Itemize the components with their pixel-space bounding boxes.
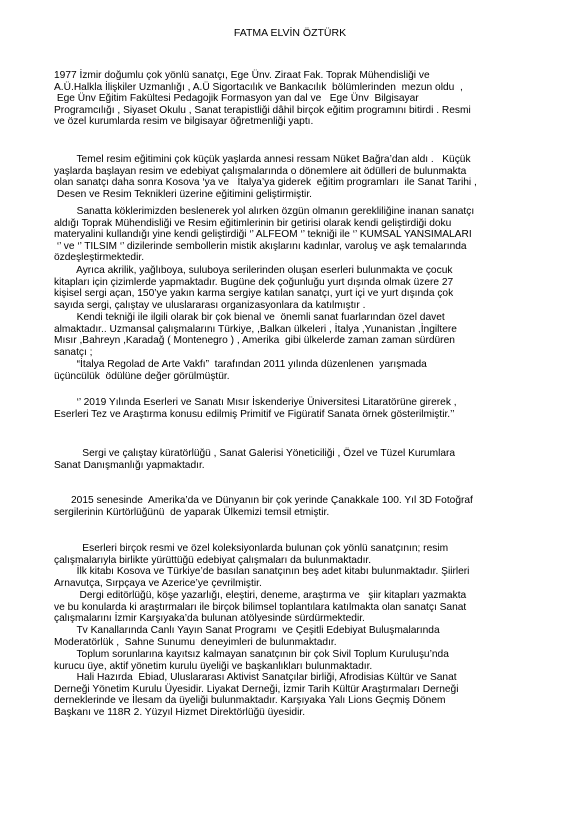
text-line: ve bu konularda ki araştırmaları ile birçok bilimsel toplantılara katılmakta olan sanatçı Sanat [54,601,467,613]
text-line: sanatçı ; [54,346,93,358]
text-line: olan sanatçı daha sonra Kosova ‘ya ve İtalya’ya giderek eğitim programları ile Sanat Tarihi , [54,177,477,189]
text-line: Başkanı ve 118R 2. Yüzyıl Hizmet Direktörlüğü üyesidir. [54,706,306,718]
text-line: Desen ve Resim Teknikleri üzerine eğitimini geliştirmiştir. [54,188,312,200]
paragraph-exhibitions [54,265,534,311]
text-line: almaktadır.. Uzmansal çalışmalarını Türkiye, ,Balkan ülkeleri , İtalya ,Yunanistan ,İngiltere [54,323,457,335]
text-line: Tv Kanallarında Canlı Yayın Sanat Programı ve Çeşitli Edebiyat Buluşmalarında [54,625,440,636]
text-line: İlk kitabı Kosova ve Türkiye’de basılan sanatçının beş adet kitabı bulunmaktadır. Şiirleri [54,566,470,577]
paragraph-canakkale [54,495,534,518]
paragraph-education [54,154,534,200]
text-line: sergilerinin Kürtörlüğünü de yaparak Ülkemizi temsil etmiştir. [54,506,330,518]
text-line: Mısır ,Bahreyn ,Karadağ ( Montenegro ) , Amerika gibi ülkelerde zaman zaman sürdüren [54,335,455,347]
text-line: çalışmalarını İzmir Karşıyaka’da bulunan atölyesinde sürdürmektedir. [54,613,365,625]
text-line: ‘’ 2019 Yılında Eserleri ve Sanatı Mısır İskenderiye Üniversitesi Litaratörüne girerek , [54,397,457,408]
paragraph-technique [54,206,534,264]
text-line: Kendi tekniği ile ilgili olarak bir çok bienal ve önemli sanat fuarlarından özel davet [54,312,445,323]
text-line: yaşlarda başlayan resim ve edebiyat çalışmalarında o dönemlere ait ödülleri de bulunmakta [54,165,467,177]
text-line: Hali Hazırda Ebiad, Uluslararası Aktivist Sanatçılar birliği, Afrodisias Kültür ve Sanat [54,672,457,683]
text-line: kurucu üye, aktif yönetim kurulu üyeliği ve başkanlıkları bulunmaktadır. [54,660,373,672]
text-line: Sergi ve çalıştay küratörlüğü , Sanat Galerisi Yöneticiliği , Özel ve Tüzel Kurumlara [54,448,456,459]
paragraph-journalism [54,590,534,625]
paragraph-curation [54,448,534,471]
text-line: ve özel kurumlarda resim ve bilgisayar öğretmenliği yaptı. [54,116,314,128]
text-line: derneklerinde ve İlesam da üyeliği bulunmaktadır. Karşıyaka Yalı Lions Geçmiş Dönem [54,695,446,707]
text-line: kişisel sergi açan, 150’ye yakın karma sergiye katılan sanatçı, yurt içi ve yurt dışında çok [54,288,454,300]
text-line: Eserleri Tez ve Araştırma konusu edilmiş Primitif ve Figüratif Sanata örnek gösterilmiştir.’’ [54,408,455,420]
text-line: üçüncülük ödülüne değer görülmüştür. [54,370,230,382]
paragraph-books [54,566,534,589]
text-line: “İtalya Regolad de Arte Vakfı” tarafından 2011 yılında düzenlenen yarışmada [54,359,427,370]
text-line: ‘’ ve ‘’ TILSIM ‘’ dizilerinde sembollerin mistik akışlarını kadınlar, varoluş ve aşk temalarında [54,240,467,252]
paragraph-bio-intro [54,70,534,128]
paragraph-memberships [54,672,534,718]
paragraph-tv [54,625,534,648]
text-line: Programcılığı , Siyaset Okulu , Sanat terapistliği dâhil birçok eğitim programını bitirdi . Resmi [54,104,471,116]
text-line: Temel resim eğitimini çok küçük yaşlarda annesi ressam Nüket Bağra’dan aldı . Küçük [54,154,471,165]
text-line: Dergi editörlüğü, köşe yazarlığı, eleştiri, deneme, araştırma ve şiir kitapları yazmakta [54,590,467,601]
text-line: özdeşleştirmektedir. [54,252,145,264]
text-line: Ayrıca akrilik, yağlıboya, suluboya serilerinden oluşan eserleri bulunmakta ve çocuk [54,265,453,276]
text-line: Derneği Yönetim Kurulu Üyesidir. Liyakat Derneği, İzmir Tarih Kültür Araştırmaları Derneği [54,683,459,695]
text-line: Toplum sorunlarına kayıtsız kalmayan sanatçının bir çok Sivil Toplum Kuruluşu’nda [54,649,449,660]
text-line: kitapları için çizimlerde yapmaktadır. Bugüne dek çoğunluğu yurt dışında olmak üzere 27 [54,276,454,288]
paragraph-collections [54,543,534,566]
text-line: Arnavutça, Sırpçaya ve Azerice’ye çevrilmiştir. [54,577,262,589]
paragraph-award [54,359,534,382]
text-line: 2015 senesinde Amerika’da ve Dünyanın bir çok yerinde Çanakkale 100. Yıl 3D Fotoğraf [54,495,473,506]
text-line: Moderatörlük , Sahne Sunumu deneyimleri de bulunmaktadır. [54,636,337,648]
paragraph-invitations [54,312,534,358]
text-line: Sanatta köklerimizden beslenerek yol alırken özgün olmanın gerekliliğine inanan sanatçı [54,206,475,217]
text-line: çalışmalarıyla birlikte yürüttüğü edebiyat çalışmaları da bulunmaktadır. [54,554,372,566]
text-line: 1977 İzmir doğumlu çok yönlü sanatçı, Ege Ünv. Ziraat Fak. Toprak Mühendisliği ve [54,70,430,81]
text-line: materyalini kullandığı yine kendi geliştirdiği ‘’ ALFEOM ‘’ tekniği ile ‘’ KUMSAL YANSIMALARI [54,229,472,241]
text-line: A.Ü.Halkla İlişkiler Uzmanlığı , A.Ü Sigortacılık ve Bankacılık bölümlerinden mezun oldu , [54,81,463,93]
text-line: aldığı Toprak Mühendisliği ve Resim eğitimlerinin bir getirisi olarak kendi geliştirdiği doku [54,217,452,229]
paragraph-research [54,397,534,420]
paragraph-ngo [54,649,534,672]
text-line: Ege Ünv Eğitim Fakültesi Pedagojik Formasyon yan dal ve Ege Ünv Bilgisayar [54,93,419,105]
text-line: sayıda sergi, çalıştay ve uluslararası organizasyonlara da katılmıştır . [54,299,366,311]
document-title: FATMA ELVİN ÖZTÜRK [233,27,347,39]
text-line: Eserleri birçok resmi ve özel koleksiyonlarda bulunan çok yönlü sanatçının; resim [54,543,449,554]
text-line: Sanat Danışmanlığı yapmaktadır. [54,459,205,471]
